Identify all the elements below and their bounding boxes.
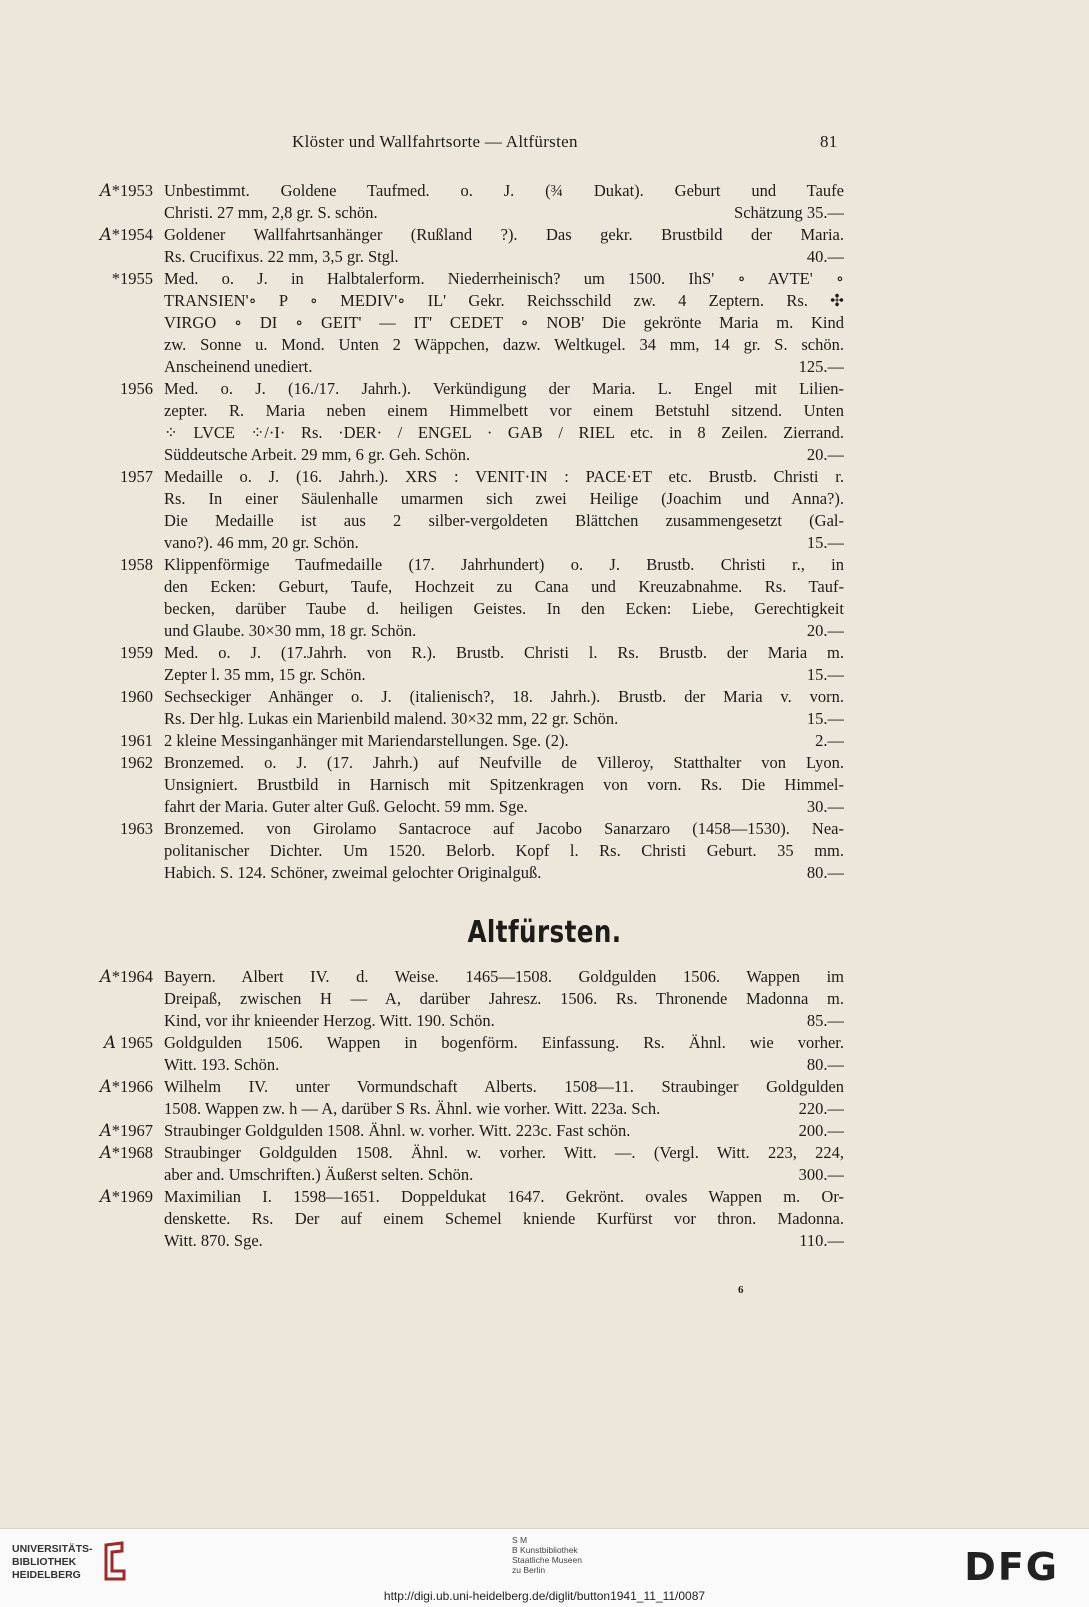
entry-text-line: zw. Sonne u. Mond. Unten 2 Wäppchen, dazw. Weltkugel. 34 mm, 14 gr. S. schön. — [164, 335, 844, 354]
entry-text-line: Med. o. J. (16./17. Jahrh.). Verkündigung der Maria. L. Engel mit Lilien- — [164, 379, 844, 398]
lot-number: 𝐴*1953 — [99, 181, 153, 200]
lot-price: 15.— — [806, 709, 844, 728]
entry-text-line: Straubinger Goldgulden 1508. Ähnl. w. vorher. Witt. 223c. Fast schön. — [164, 1121, 631, 1140]
catalog-entry — [70, 730, 844, 752]
lot-price: 220.— — [798, 1099, 844, 1118]
entry-text-line: ⁘ LVCE ⁘/·I· Rs. ·DER· / ENGEL · GAB / RIEL etc. in 8 Zeilen. Zierrand. — [164, 423, 844, 442]
entry-text-line: Unsigniert. Brustbild in Harnisch mit Spitzenkragen von vorn. Rs. Die Himmel- — [164, 775, 844, 794]
catalog-entry — [70, 268, 844, 378]
catalog-entry — [70, 752, 844, 818]
lot-price: 110.— — [799, 1231, 844, 1250]
lot-number: 𝐴*1964 — [99, 967, 153, 986]
entry-text-line: denskette. Rs. Der auf einem Schemel kniende Kurfürst vor thron. Madonna. — [164, 1209, 844, 1228]
entry-text-line: Zepter l. 35 mm, 15 gr. Schön. — [164, 665, 366, 684]
stamp-line-3: Staatliche Museen — [512, 1555, 582, 1565]
lot-price: Schätzung 35.— — [734, 203, 844, 222]
entry-last-line — [164, 730, 844, 752]
entry-text-line: Sechseckiger Anhänger o. J. (italienisch?, 18. Jahrh.). Brustb. der Maria v. vorn. — [164, 687, 844, 706]
lot-number: 𝐴*1968 — [99, 1143, 153, 1162]
lot-number: 𝐴 1965 — [103, 1033, 153, 1052]
entry-text-line: Süddeutsche Arbeit. 29 mm, 6 gr. Geh. Schön. — [164, 445, 471, 464]
footer-bar — [0, 1528, 1089, 1607]
entry-last-line — [164, 1164, 844, 1186]
lot-price: 2.— — [815, 731, 844, 750]
stamp-line-4: zu Berlin — [512, 1565, 546, 1575]
entry-text-line: Rs. Crucifixus. 22 mm, 3,5 gr. Stgl. — [164, 247, 399, 266]
catalog-entry — [70, 224, 844, 268]
entry-text-line: Medaille o. J. (16. Jahrh.). XRS : VENIT·IN : PACE·ET etc. Brustb. Christi r. — [164, 467, 844, 486]
catalog-entries-altfuersten — [70, 966, 844, 1252]
entry-text-line: fahrt der Maria. Guter alter Guß. Gelocht. 59 mm. Sge. — [164, 797, 528, 816]
lot-price: 300.— — [798, 1165, 844, 1184]
entry-last-line — [164, 1120, 844, 1142]
entry-text-line: Unbestimmt. Goldene Taufmed. o. J. (¾ Dukat). Geburt und Taufe — [164, 181, 844, 200]
entry-text-line: Bronzemed. o. J. (17. Jahrh.) auf Neufville de Villeroy, Statthalter von Lyon. — [164, 753, 844, 772]
entry-last-line — [164, 202, 844, 224]
library-line-1: UNIVERSITÄTS- — [12, 1543, 93, 1555]
catalog-entry — [70, 642, 844, 686]
lot-number: 𝐴*1967 — [99, 1121, 153, 1140]
catalog-entry — [70, 1142, 844, 1186]
entry-text-line: Klippenförmige Taufmedaille (17. Jahrhundert) o. J. Brustb. Christi r., in — [164, 555, 844, 574]
catalog-entry — [70, 1076, 844, 1120]
entry-text-line: Rs. Der hlg. Lukas ein Marienbild malend. 30×32 mm, 22 gr. Schön. — [164, 709, 619, 728]
catalog-entry — [70, 378, 844, 466]
catalog-entry — [70, 466, 844, 554]
entry-text-line: Goldener Wallfahrtsanhänger (Rußland ?). Das gekr. Brustbild der Maria. — [164, 225, 844, 244]
lot-price: 200.— — [798, 1121, 844, 1140]
entry-last-line — [164, 1054, 844, 1076]
lot-number: 𝐴*1969 — [99, 1187, 153, 1206]
entry-last-line — [164, 1010, 844, 1032]
catalog-entry — [70, 1186, 844, 1252]
lot-price: 85.— — [806, 1011, 844, 1030]
lot-price: 30.— — [806, 797, 844, 816]
lot-price: 40.— — [806, 247, 844, 266]
entry-text-line: Rs. In einer Säulenhalle umarmen sich zwei Heilige (Joachim und Anna?). — [164, 489, 844, 508]
entry-text-line: Dreipaß, zwischen H — A, darüber Jahresz. 1506. Rs. Thronende Madonna m. — [164, 989, 844, 1008]
entry-text-line: Anscheinend unediert. — [164, 357, 313, 376]
entry-text-line: den Ecken: Geburt, Taufe, Hochzeit zu Cana und Kreuzabnahme. Rs. Tauf- — [164, 577, 844, 596]
section-heading: Altfürsten. — [467, 915, 622, 950]
lot-price: 20.— — [806, 445, 844, 464]
lot-number: 𝐴*1954 — [99, 225, 153, 244]
lot-number: 1961 — [120, 731, 153, 750]
lot-number: 1960 — [120, 687, 153, 706]
entry-text-line: becken, darüber Taube d. heiligen Geistes. In den Ecken: Liebe, Gerechtigkeit — [164, 599, 844, 618]
entry-text-line: Kind, vor ihr knieender Herzog. Witt. 190. Schön. — [164, 1011, 495, 1030]
lot-price: 15.— — [806, 533, 844, 552]
lot-number: 1957 — [120, 467, 153, 486]
catalog-entry — [70, 180, 844, 224]
lot-number: 1956 — [120, 379, 153, 398]
lot-number: *1955 — [111, 269, 153, 288]
library-line-3: HEIDELBERG — [12, 1569, 81, 1581]
entry-text-line: vano?). 46 mm, 20 gr. Schön. — [164, 533, 359, 552]
entry-text-line: Witt. 193. Schön. — [164, 1055, 280, 1074]
entry-last-line — [164, 1230, 844, 1252]
entry-text-line: Med. o. J. (17.Jahrh. von R.). Brustb. Christi l. Rs. Brustb. der Maria m. — [164, 643, 844, 662]
entry-text-line: politanischer Dichter. Um 1520. Belorb. Kopf l. Rs. Christi Geburt. 35 mm. — [164, 841, 844, 860]
university-library-logo — [12, 1543, 93, 1582]
entry-text-line: aber and. Umschriften.) Äußerst selten. Schön. — [164, 1165, 474, 1184]
lot-number: 1963 — [120, 819, 153, 838]
lot-number: 1959 — [120, 643, 153, 662]
lot-price: 80.— — [806, 1055, 844, 1074]
entry-last-line — [164, 664, 844, 686]
entry-last-line — [164, 796, 844, 818]
entry-text-line: Die Medaille ist aus 2 silber-vergoldeten Blättchen zusammengesetzt (Gal- — [164, 511, 844, 530]
entry-text-line: Bayern. Albert IV. d. Weise. 1465—1508. Goldgulden 1506. Wappen im — [164, 967, 844, 986]
lot-price: 20.— — [806, 621, 844, 640]
catalog-entry — [70, 686, 844, 730]
entry-text-line: Wilhelm IV. unter Vormundschaft Alberts. 1508—11. Straubinger Goldgulden — [164, 1077, 844, 1096]
page-number: 81 — [820, 132, 838, 151]
lot-price: 80.— — [806, 863, 844, 882]
entry-text-line: Christi. 27 mm, 2,8 gr. S. schön. — [164, 203, 378, 222]
entry-text-line: TRANSIEN'∘ P ∘ MEDIV'∘ IL' Gekr. Reichsschild zw. 4 Zeptern. Rs. ✣ — [164, 291, 844, 310]
library-emblem-icon — [102, 1541, 128, 1581]
entry-text-line: Bronzemed. von Girolamo Santacroce auf Jacobo Sanarzaro (1458—1530). Nea- — [164, 819, 844, 838]
lot-price: 125.— — [798, 357, 844, 376]
entry-last-line — [164, 620, 844, 642]
entry-last-line — [164, 444, 844, 466]
entry-last-line — [164, 356, 844, 378]
entry-text-line: VIRGO ∘ DI ∘ GEIT' — IT' CEDET ∘ NOB' Die gekrönte Maria m. Kind — [164, 313, 844, 332]
lot-number: 1958 — [120, 555, 153, 574]
entry-text-line: zepter. R. Maria neben einem Himmelbett vor einem Betstuhl sitzend. Unten — [164, 401, 844, 420]
museum-stamp — [512, 1535, 582, 1575]
entry-last-line — [164, 246, 844, 268]
entry-last-line — [164, 532, 844, 554]
catalog-entry — [70, 818, 844, 884]
entry-text-line: 1508. Wappen zw. h — A, darüber S Rs. Ähnl. wie vorher. Witt. 223a. Sch. — [164, 1099, 661, 1118]
lot-number: 𝐴*1966 — [99, 1077, 153, 1096]
permalink-url[interactable]: http://digi.ub.uni-heidelberg.de/diglit/button1941_11_11/0087 — [383, 1589, 706, 1603]
entry-text-line: Maximilian I. 1598—1651. Doppeldukat 1647. Gekrönt. ovales Wappen m. Or- — [164, 1187, 844, 1206]
catalog-entry — [70, 966, 844, 1032]
entry-text-line: Straubinger Goldgulden 1508. Ähnl. w. vorher. Witt. —. (Vergl. Witt. 223, 224, — [164, 1143, 844, 1162]
lot-number: 1962 — [120, 753, 153, 772]
lot-price: 15.— — [806, 665, 844, 684]
entry-text-line: 2 kleine Messinganhänger mit Mariendarstellungen. Sge. (2). — [164, 731, 569, 750]
entry-text-line: und Glaube. 30×30 mm, 18 gr. Schön. — [164, 621, 417, 640]
header-title: Klöster und Wallfahrtsorte — Altfürsten — [292, 132, 578, 151]
catalog-entry — [70, 1032, 844, 1076]
catalog-entry — [70, 554, 844, 642]
entry-last-line — [164, 708, 844, 730]
sheet-signature: 6 — [738, 1284, 744, 1296]
catalog-entries-monasteries — [70, 180, 844, 884]
entry-text-line: Med. o. J. in Halbtalerform. Niederrheinisch? um 1500. IhS' ∘ AVTE' ∘ — [164, 269, 844, 288]
dfg-logo: DFG — [964, 1545, 1059, 1589]
entry-text-line: Witt. 870. Sge. — [164, 1231, 263, 1250]
catalog-entry — [70, 1120, 844, 1142]
entry-last-line — [164, 862, 844, 884]
stamp-line-1: S M — [512, 1535, 528, 1545]
entry-last-line — [164, 1098, 844, 1120]
stamp-line-2: B Kunstbibliothek — [512, 1545, 578, 1555]
library-line-2: BIBLIOTHEK — [12, 1556, 77, 1568]
entry-text-line: Habich. S. 124. Schöner, zweimal gelochter Originalguß. — [164, 863, 542, 882]
entry-text-line: Goldgulden 1506. Wappen in bogenförm. Einfassung. Rs. Ähnl. wie vorher. — [164, 1033, 844, 1052]
